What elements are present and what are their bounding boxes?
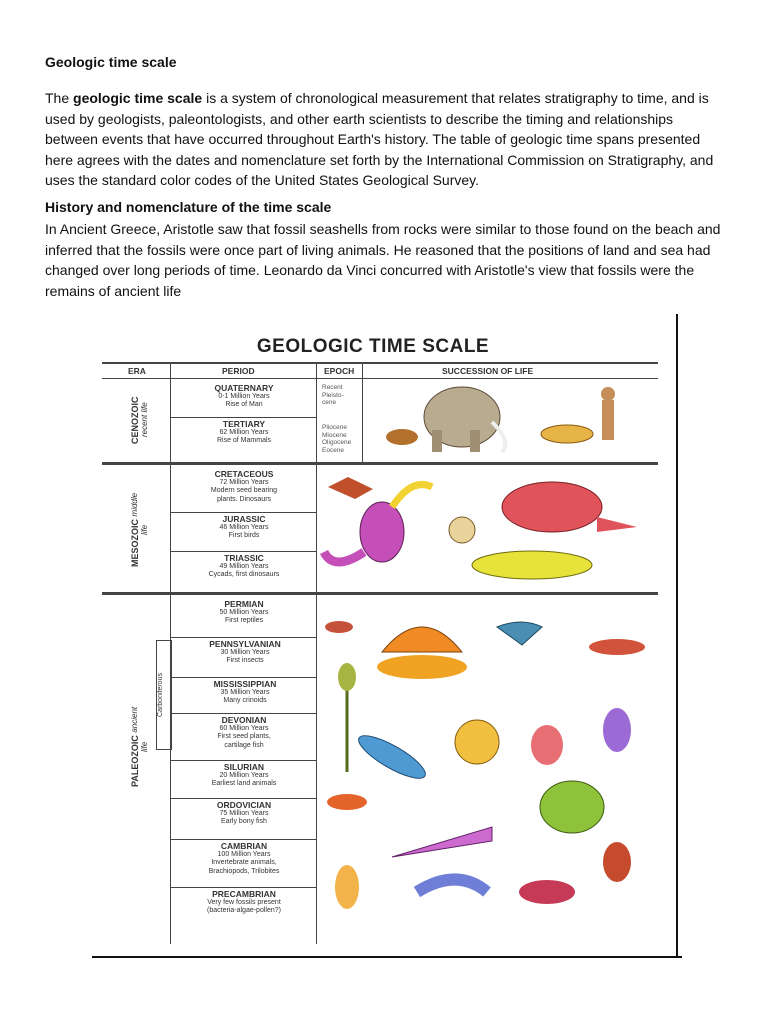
period-detail: Brachiopods, Trilobites: [208, 867, 280, 875]
shell-illustration: [455, 720, 499, 764]
sponge-illustration: [335, 865, 359, 909]
intro-bold-term: geologic time scale: [73, 90, 203, 106]
epoch: Eocene: [322, 446, 345, 454]
intro-paragraph: [45, 88, 725, 191]
period-detail: cartilage fish: [224, 741, 264, 749]
period-detail: 20 Million Years: [219, 771, 269, 779]
pterosaur-illustration: [328, 477, 373, 499]
saber-cat-illustration: [541, 425, 593, 443]
era-sub: middle life: [130, 492, 149, 536]
era-sub: recent life: [140, 402, 149, 438]
intro-lead: The: [45, 90, 74, 106]
period-name: MISSISSIPPIAN: [213, 679, 277, 689]
epoch: cene: [322, 399, 337, 406]
period-name: PERMIAN: [224, 599, 264, 609]
header-life: SUCCESSION OF LIFE: [442, 366, 534, 376]
epoch: Miocene: [322, 431, 347, 439]
period-detail: Rise of Man: [225, 401, 263, 408]
gastropod-illustration: [603, 708, 631, 752]
period-name: QUATERNARY: [214, 383, 274, 393]
caveman-illustration: [601, 387, 615, 440]
period-detail: Earliest land animals: [211, 780, 277, 787]
header-era: ERA: [128, 366, 146, 376]
period-detail: Cycads, first dinosaurs: [208, 571, 280, 578]
dimetrodon-illustration: [377, 627, 467, 679]
period-detail: 100 Million Years: [217, 850, 271, 858]
period-detail: 49 Million Years: [219, 562, 269, 570]
epoch: Recent: [322, 384, 343, 391]
era-name: CENOZOIC: [130, 396, 140, 444]
heading-history: History and nomenclature of the time scale: [45, 199, 332, 215]
mammoth-illustration: [424, 387, 505, 452]
period-name: CRETACEOUS: [214, 469, 274, 479]
period-name: ORDOVICIAN: [216, 800, 272, 810]
figure-title: GEOLOGIC TIME SCALE: [256, 336, 490, 357]
period-detail: Rise of Mammals: [216, 437, 272, 444]
eurypterid-illustration: [519, 880, 575, 904]
era-sub: ancient life: [130, 706, 149, 753]
period-detail: 35 Million Years: [220, 688, 270, 696]
period-name: TERTIARY: [222, 419, 266, 429]
period-detail: 0-1 Million Years: [218, 392, 270, 400]
period-detail: 72 Million Years: [219, 478, 269, 486]
carboniferous-label: Carboniferous: [156, 640, 172, 750]
epoch: Pleisto-: [322, 391, 344, 399]
period-detail: 50 Million Years: [219, 608, 269, 616]
period-name: JURASSIC: [222, 514, 266, 524]
insect-illustration: [589, 639, 645, 655]
horse-illustration: [386, 429, 418, 445]
period-detail: 62 Million Years: [219, 428, 269, 436]
period-detail: First reptiles: [224, 617, 264, 624]
geologic-time-scale-figure: [92, 312, 682, 958]
crocodilian-illustration: [472, 551, 592, 579]
header-epoch: EPOCH: [324, 366, 355, 376]
period-detail: 46 Million Years: [219, 523, 269, 531]
triceratops-illustration: [502, 482, 637, 532]
history-paragraph: In Ancient Greece, Aristotle saw that fossil seashells from rocks were similar to those found on the beach and inferred that the fossils were once part of living animals. He reasoned that the positions of land and sea had changed over long periods of time. Leonardo da Vinci concurred with Aristotle's view that fossils were the remains of ancient life: [45, 221, 721, 299]
cephalopod-illustration: [392, 827, 492, 857]
period-detail: Invertebrate animals,: [211, 859, 277, 866]
period-detail: 60 Million Years: [219, 724, 269, 732]
heading-geologic-time-scale: Geologic time scale: [45, 54, 177, 70]
fish-illustration: [354, 728, 431, 785]
period-detail: plants. Dinosaurs: [216, 495, 272, 503]
coral-illustration: [531, 725, 563, 765]
era-name: MESOZOIC: [130, 519, 140, 568]
period-name: CAMBRIAN: [220, 841, 268, 851]
worm-illustration: [417, 880, 487, 893]
header-period: PERIOD: [222, 366, 255, 376]
scorpion-illustration: [327, 794, 367, 810]
period-detail: First birds: [228, 532, 260, 539]
epoch: Oligocene: [322, 439, 352, 446]
period-detail: Many crinoids: [223, 697, 267, 704]
period-name: TRIASSIC: [224, 553, 264, 563]
period-name: DEVONIAN: [221, 715, 267, 725]
period-name: PENNSYLVANIAN: [209, 639, 281, 649]
crinoid-illustration: [338, 663, 356, 772]
dinosaur-illustration: [324, 485, 432, 563]
epoch: Pliocene: [322, 424, 347, 431]
intro-rest: is a system of chronological measurement that relates stratigraphy to time, and is used by geologists, paleontologists, and other earth scientists to describe the timing and relationships between events that have occurred throughout Earth's history. The table of geologic time spans presented here agrees with the dates and nomenclature set forth by the International Commission on Stratigraphy, and uses the standard color codes of the United States Geological Survey.: [45, 90, 714, 188]
period-name: SILURIAN: [223, 762, 265, 772]
period-detail: 75 Million Years: [219, 809, 269, 817]
ammonite-illustration: [449, 517, 475, 543]
trilobite-illustration: [325, 621, 353, 633]
period-detail: First insects: [226, 657, 264, 664]
trilobite-2-illustration: [603, 842, 631, 882]
period-detail: Modern seed bearing: [210, 487, 278, 494]
period-detail: 30 Million Years: [220, 648, 270, 656]
brachiopod-illustration: [497, 622, 542, 645]
era-name: PALEOZOIC: [130, 735, 140, 788]
period-detail: First seed plants,: [217, 733, 271, 740]
period-detail: (bacteria-algae-pollen?): [207, 907, 281, 914]
period-detail: Early bony fish: [221, 818, 267, 825]
period-detail: Very few fossils present: [207, 898, 281, 906]
period-name: PRECAMBRIAN: [212, 889, 276, 899]
plant-illustration: [540, 781, 604, 833]
life-illustrations: [92, 312, 682, 958]
